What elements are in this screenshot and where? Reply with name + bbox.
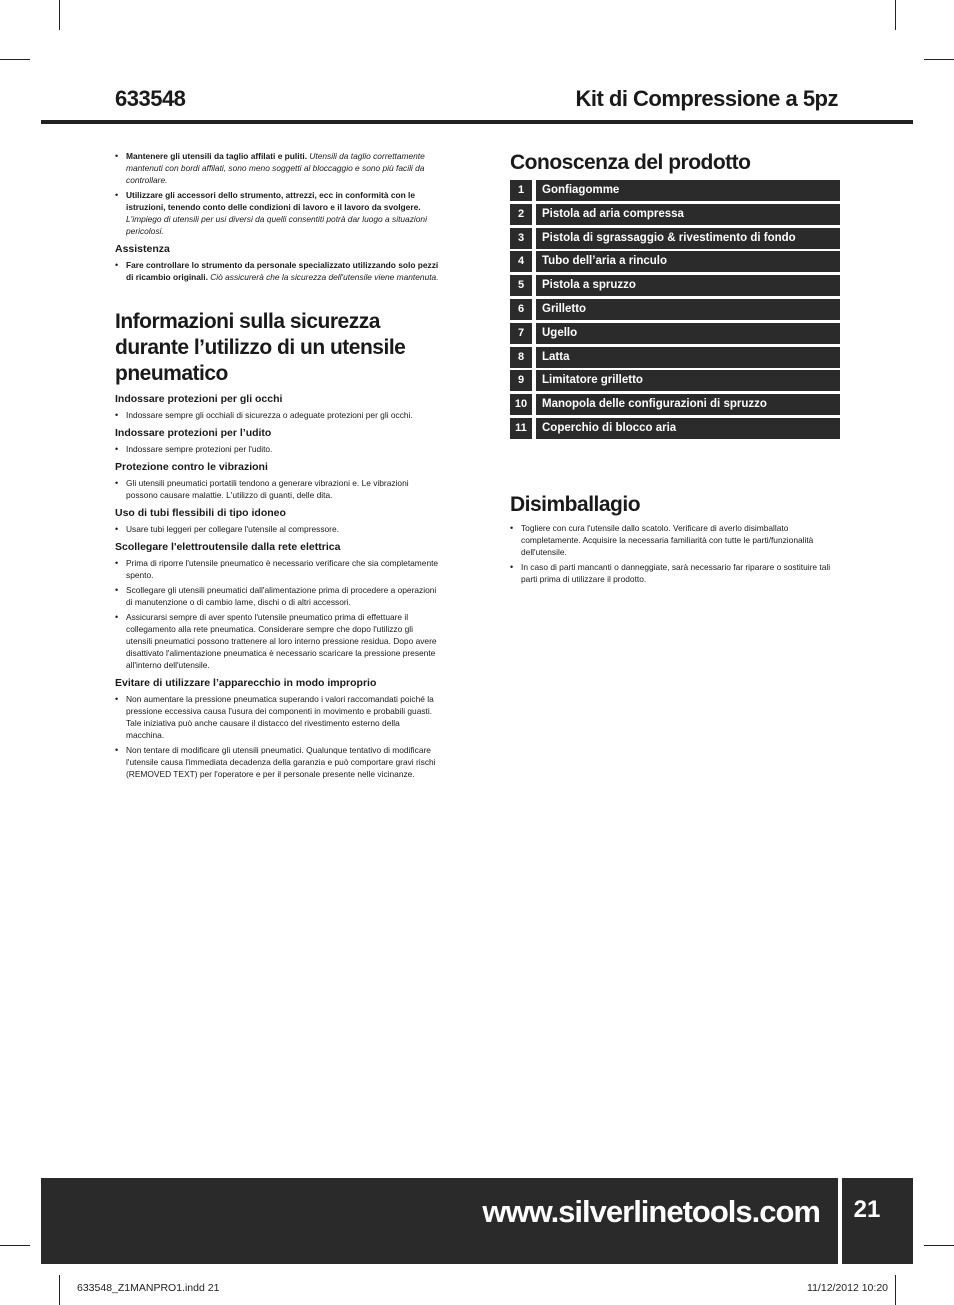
unpack-heading: Disimballagio bbox=[510, 492, 641, 516]
parts-list bbox=[510, 180, 840, 439]
section-ears: Indossare protezioni per l’udito • Indossare sempre protezioni per l'udito. bbox=[115, 427, 440, 455]
assistenza-heading: Assistenza bbox=[115, 243, 170, 255]
part-row: 5 Pistola a spruzzo bbox=[510, 275, 840, 296]
left-column bbox=[115, 150, 440, 783]
section-vibration: Protezione contro le vibrazioni • Gli utensili pneumatici portatili tendono a generare vibrazioni e. Le vibrazioni possono causare malattie. L'utilizzo di guanti, delle dita. bbox=[115, 461, 440, 501]
crop-mark bbox=[0, 1245, 30, 1246]
list-item: • Scollegare gli utensili pneumatici dall'alimentazione prima di procedere a operazioni di manutenzione o di cambio lame, dischi o di altri accessori. bbox=[115, 584, 440, 608]
section-eyes: Indossare protezioni per gli occhi • Indossare sempre gli occhiali di sicurezza o adeguate protezioni per gli occhi. bbox=[115, 393, 440, 421]
list-item: • Togliere con cura l'utensile dallo scatolo. Verificare di averlo disimballato completamente. Acquisire la necessaria familiarità con tutte le parti/funzionalità dell'utensile. bbox=[510, 522, 840, 558]
intro-bullets bbox=[115, 150, 440, 237]
crop-mark bbox=[924, 1245, 954, 1246]
page-number: 21 bbox=[853, 1196, 881, 1223]
product-heading: Conoscenza del prodotto bbox=[510, 151, 751, 174]
list-item: • Usare tubi leggeri per collegare l'utensile al compressore. bbox=[115, 523, 440, 535]
list-item: • Prima di riporre l'utensile pneumatico è necessario verificare che sia completamente spento. bbox=[115, 557, 440, 581]
part-row: 8 Latta bbox=[510, 347, 840, 368]
crop-mark bbox=[0, 59, 30, 60]
part-row: 9 Limitatore grilletto bbox=[510, 370, 840, 391]
list-item: • Indossare sempre gli occhiali di sicurezza o adeguate protezioni per gli occhi. bbox=[115, 409, 440, 421]
section-misuse: Evitare di utilizzare l’apparecchio in modo improprio • Non aumentare la pressione pneumatica superando i valori raccomandati poiché la pressione eccessiva causa l'usura dei componenti in movimento e probabili guasti. Tale iniziativa può anche causare il distacco del rivestimento esterno della macchina. • Non tentare di modificare gli utensili pneumatici. Qualunque tentativo di modificare l'utensile causa l'immediata decadenza della garanzia e può comportare gravi rischi (REMOVED TEXT) per l'operatore e per il personale presente nelle vicinanze. bbox=[115, 677, 440, 780]
part-row: 2 Pistola ad aria compressa bbox=[510, 204, 840, 225]
header-rule bbox=[41, 120, 913, 124]
slug-file: 633548_Z1MANPRO1.indd 21 bbox=[77, 1282, 220, 1294]
list-item: • Indossare sempre protezioni per l'udito. bbox=[115, 443, 440, 455]
list-item: • Assicurarsi sempre di aver spento l'utensile pneumatico prima di effettuare il collegamento alla rete pneumatica. Considerare sempre che dopo l'utilizzo gli utensili pneumatici possono trattenere al loro interno pressione residua. Dopo avere disattivato l'alimentazione pneumatica è necessario scaricare la pressione presente all'interno dell'utensile. bbox=[115, 611, 440, 671]
list-item: • Mantenere gli utensili da taglio affilati e puliti. Utensili da taglio correttamente mantenuti con bordi affilati, sono meno soggetti al bloccaggio e sono più facili da controllare. bbox=[115, 150, 440, 186]
section-disconnect: Scollegare l'elettroutensile dalla rete elettrica • Prima di riporre l'utensile pneumatico è necessario verificare che sia completamente spento. • Scollegare gli utensili pneumatici dall'alimentazione prima di procedere a operazioni di manutenzione o di cambio lame, dischi o di altri accessori. • Assicurarsi sempre di aver spento l'utensile pneumatico prima di effettuare il collegamento alla rete pneumatica. Considerare sempre che dopo l'utilizzo gli utensili pneumatici possono trattenere al loro interno pressione residua. Dopo avere disattivato l'alimentazione pneumatica è necessario scaricare la pressione presente all'interno dell'utensile. bbox=[115, 541, 440, 671]
crop-mark bbox=[59, 1275, 60, 1305]
part-row: 1 Gonfiagomme bbox=[510, 180, 840, 201]
part-row: 3 Pistola di sgrassaggio & rivestimento di fondo bbox=[510, 228, 840, 249]
page-title: Kit di Compressione a 5pz bbox=[575, 86, 838, 111]
list-item: • In caso di parti mancanti o danneggiate, sarà necessario far riparare o sostituire tali parti prima di utilizzare il prodotto. bbox=[510, 561, 840, 585]
product-code: 633548 bbox=[115, 86, 186, 111]
part-row: 7 Ugello bbox=[510, 323, 840, 344]
website-link[interactable]: www.silverlinetools.com bbox=[482, 1194, 820, 1229]
part-row: 11 Coperchio di blocco aria bbox=[510, 418, 840, 439]
crop-mark bbox=[895, 1275, 896, 1305]
list-item: • Fare controllare lo strumento da personale specializzato utilizzando solo pezzi di ricambio originali. Ciò assicurerà che la sicurezza dell'utensile viene mantenuta. bbox=[115, 259, 440, 283]
unpack-bullets bbox=[510, 522, 840, 585]
crop-mark bbox=[895, 0, 896, 30]
slug-date: 11/12/2012 10:20 bbox=[807, 1282, 888, 1294]
part-row: 10 Manopola delle configurazioni di spruzzo bbox=[510, 394, 840, 415]
part-row: 6 Grilletto bbox=[510, 299, 840, 320]
part-row: 4 Tubo dell’aria a rinculo bbox=[510, 251, 840, 272]
list-item: • Gli utensili pneumatici portatili tendono a generare vibrazioni e. Le vibrazioni possono causare malattie. L'utilizzo di guanti, delle dita. bbox=[115, 477, 440, 501]
right-column bbox=[510, 150, 840, 588]
crop-mark bbox=[59, 0, 60, 30]
safety-heading: Informazioni sulla sicurezza durante l’utilizzo di un utensile pneumatico bbox=[115, 310, 406, 385]
section-hoses: Uso di tubi flessibili di tipo idoneo • Usare tubi leggeri per collegare l'utensile al compressore. bbox=[115, 507, 440, 535]
assistenza-bullets bbox=[115, 259, 440, 283]
list-item: • Utilizzare gli accessori dello strumento, attrezzi, ecc in conformità con le istruzioni, tenendo conto delle condizioni di lavoro e il lavoro da svolgere. L'impiego di utensili per usi diversi da quelli consentiti potrà dar luogo a situazioni pericolosi. bbox=[115, 189, 440, 237]
crop-mark bbox=[924, 59, 954, 60]
list-item: • Non aumentare la pressione pneumatica superando i valori raccomandati poiché la pressione eccessiva causa l'usura dei componenti in movimento e probabili guasti. Tale iniziativa può anche causare il distacco del rivestimento esterno della macchina. bbox=[115, 693, 440, 741]
list-item: • Non tentare di modificare gli utensili pneumatici. Qualunque tentativo di modificare l'utensile causa l'immediata decadenza della garanzia e può comportare gravi rischi (REMOVED TEXT) per l'operatore e per il personale presente nelle vicinanze. bbox=[115, 744, 440, 780]
